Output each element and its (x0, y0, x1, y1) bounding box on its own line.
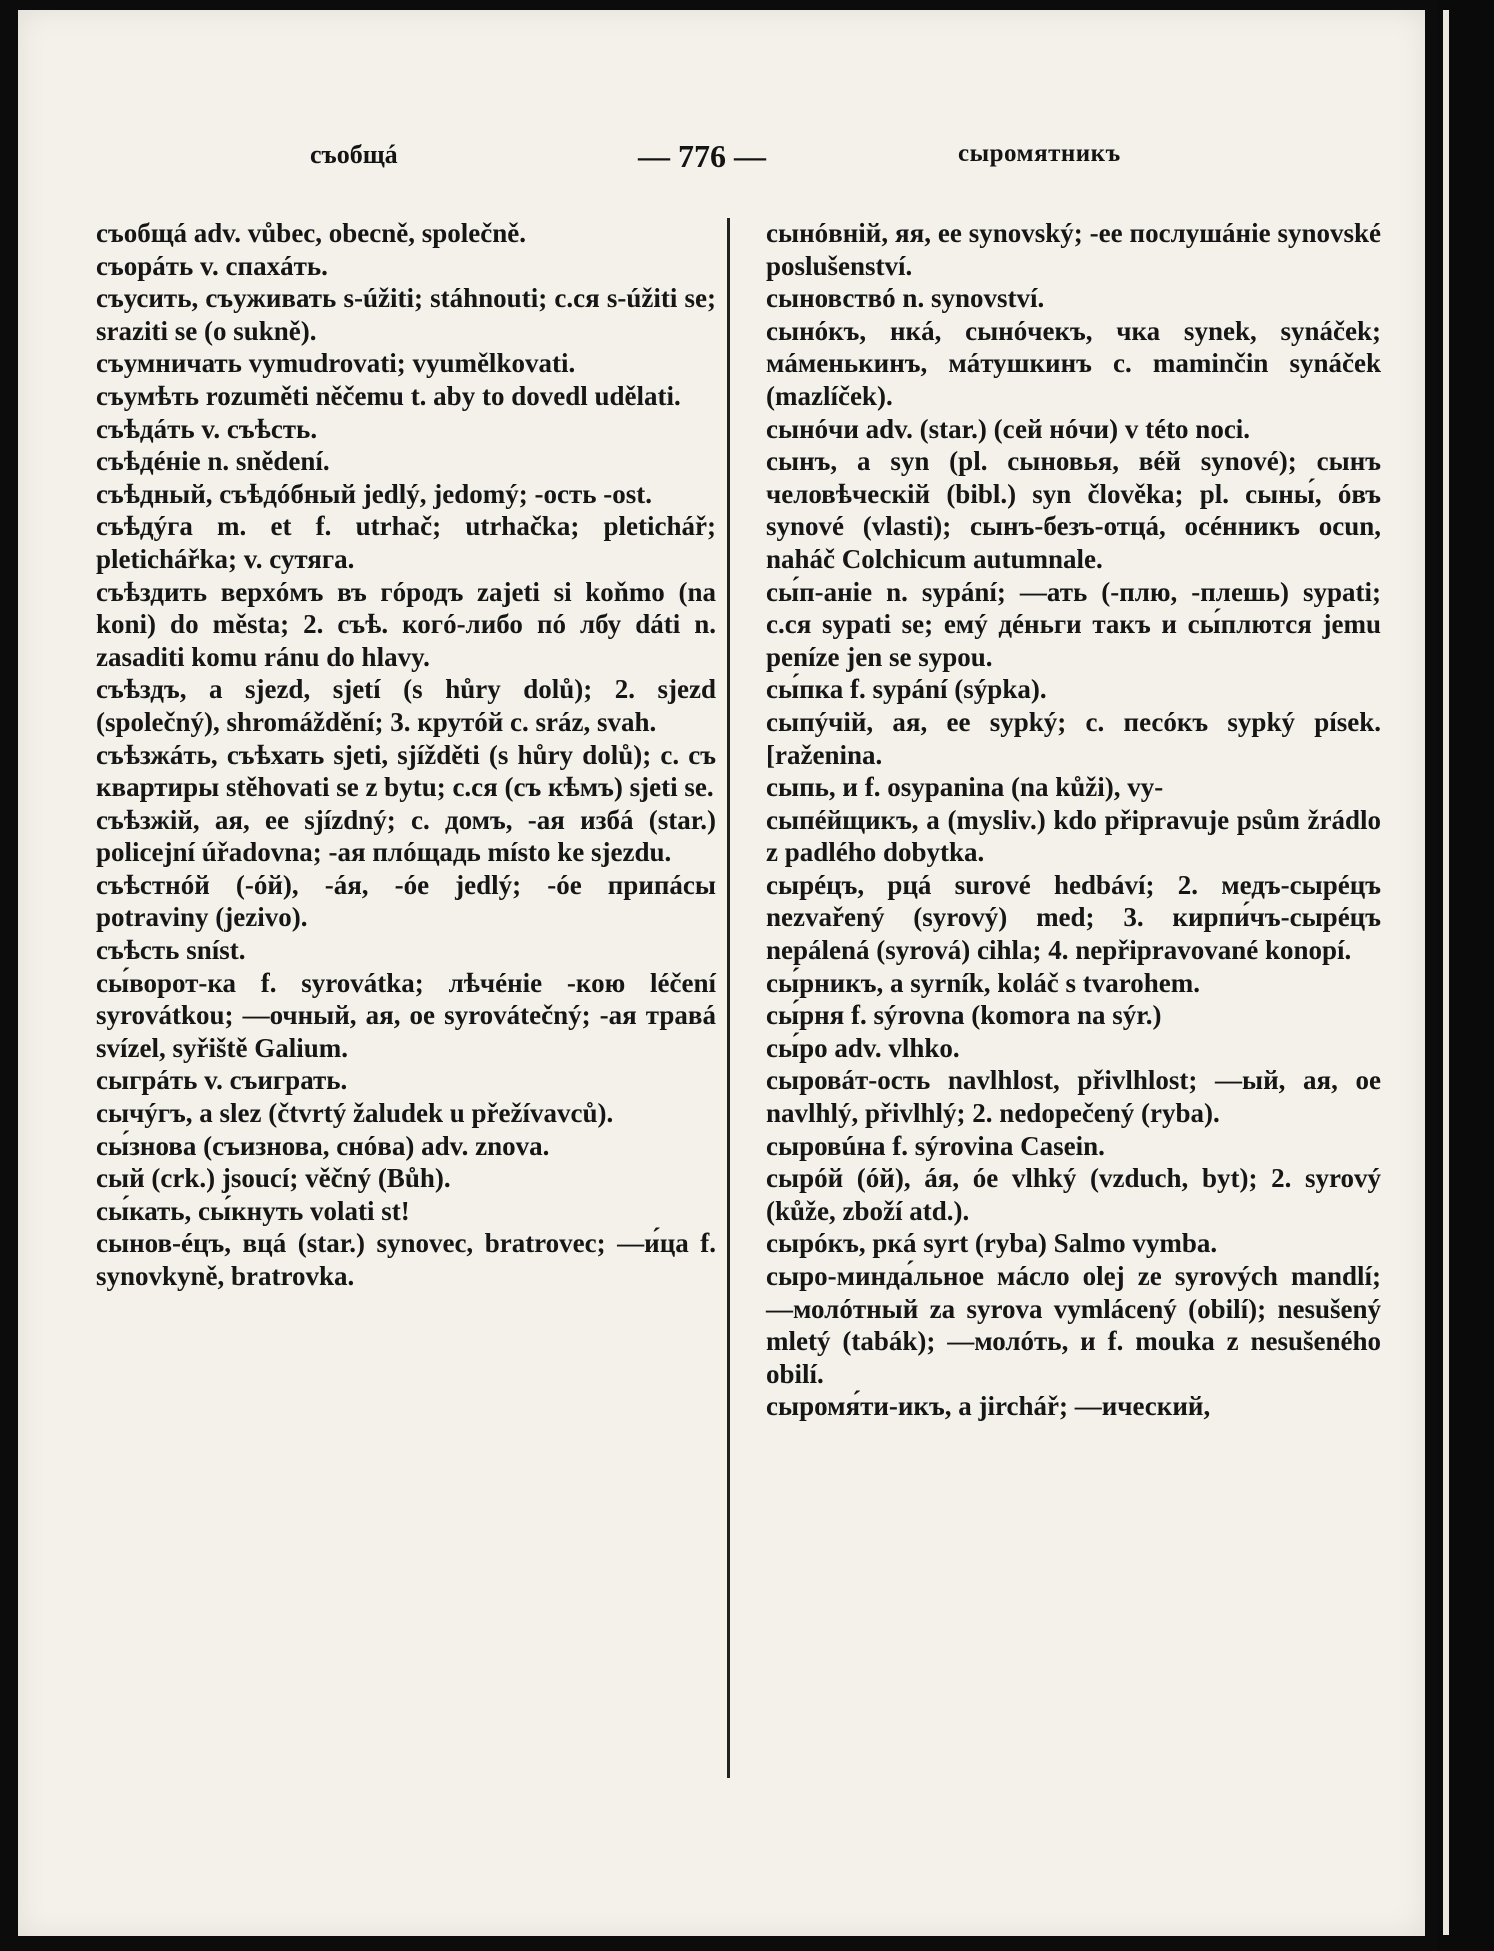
dictionary-entry: сыпь, и f. osypanina (na kůži), vy- (766, 772, 1164, 803)
dictionary-entry: сыгрáть v. съиграть. (96, 1065, 348, 1096)
dictionary-entry: сы́пка f. sypání (sýpka). (766, 674, 1047, 705)
next-page-edge (1443, 10, 1449, 1935)
dictionary-entry: сырéцъ, рцá surové hedbáví; 2. медъ-сырéцъ nezvařený (syrový) med; 3. кирпи́чъ-сырéцъ nepálená (syrová) cihla; 4. nepřipravované konopí. (766, 869, 1381, 966)
dictionary-entry: съѣдéніе n. snědení. (96, 446, 330, 477)
dictionary-entry: съѣдный, съѣдóбный jedlý, jedomý; -ость -ost. (96, 478, 653, 509)
dictionary-entry: съѣсть sníst. (96, 935, 246, 966)
dictionary-entry: съобщá adv. vůbec, obecně, společně. (96, 218, 527, 248)
dictionary-entry: съѣстнóй (-óй), -áя, -óе jedlý; -óе припáсы potraviny (jezivo). (96, 869, 716, 933)
dictionary-entry: сы́ворот-ка f. syrovátka; лѣчéніе -кою léčení syrovátkou; —очный, ая, ое syrovátečný; -ая травá svízel, syřiště Galium. (96, 967, 716, 1063)
dictionary-entry: съѣдáть v. съѣсть. (96, 413, 318, 444)
dictionary-entry: сыновствó n. synovství. (766, 283, 1045, 314)
page-number: — 776 — (638, 138, 766, 174)
right-column (766, 217, 1381, 1423)
dictionary-entry: сынóчи adv. (star.) (сей нóчи) v této noci. (766, 413, 1251, 444)
dictionary-entry: сыровáт-ость navlhlost, přivlhlost; —ый, ая, ое navlhlý, přivlhlý; 2. nedopečený (ryba). (766, 1065, 1381, 1129)
dictionary-entry: сы́рня f. sýrovna (komora na sýr.) (766, 1000, 1162, 1031)
dictionary-entry: сынóкъ, нкá, сынóчекъ, чка synek, synáček; мáменькинъ, мáтушкинъ с. maminčin synáček (mazlíček). (766, 315, 1381, 411)
dictionary-entry: сынъ, a syn (pl. сыновья, вéй synové); сынъ человѣческій (bibl.) syn člověka; pl. сыны́, óвъ synové (vlasti); сынъ-безъ-отцá, осéнникъ ocun, naháč Colchicum autumnale. (766, 446, 1381, 574)
dictionary-entry: съѣздъ, a sjezd, sjetí (s hůry dolů); 2. sjezd (společný), shromáždění; 3. крутóй с. sráz, svah. (96, 674, 716, 737)
column-divider (727, 218, 730, 1778)
dictionary-entry: съорáть v. спахáть. (96, 250, 328, 281)
dictionary-entry: съѣзжáть, съѣхать sjeti, sjížděti (s hůry dolů); с. съ квартиры stěhovati se z bytu; с.ся (съ кѣмъ) sjeti se. (96, 739, 716, 803)
dictionary-entry: сынов-éцъ, вцá (star.) synovec, bratrovec; —и́ца f. synovkyně, bratrovka. (96, 1228, 716, 1291)
dictionary-entry: сычýгъ, a slez (čtvrtý žaludek u přežívavců). (96, 1098, 614, 1129)
running-head (18, 138, 1425, 178)
dictionary-entry: сынóвній, яя, ее synovský; -ее послушáніе synovské poslušenství. (766, 218, 1381, 281)
left-column (96, 217, 716, 1293)
dictionary-entry: сыро-минда́льное мáсло olej ze syrových mandlí; —молóтный za syrova vymlácený (obilí); nesušený mletý (tabák); —молóть, и f. mouka z nesušeného obilí. (766, 1261, 1381, 1389)
running-head-left: съобщá (310, 140, 398, 169)
dictionary-entry: сы́рникъ, a syrník, koláč s tvarohem. (766, 967, 1201, 998)
dictionary-entry: сы́п-аніе n. sypání; —ать (-плю, -плешь) sypati; с.ся sypati se; емý дéньги такъ и сы́плются jemu peníze jen se sypou. (766, 576, 1381, 672)
dictionary-entry: сы́ро adv. vlhko. (766, 1032, 960, 1063)
dictionary-entry: сы́знова (съизнова, снóва) adv. znova. (96, 1130, 550, 1161)
running-head-right: сыромятникъ (958, 140, 1121, 167)
dictionary-entry: сыромя́ти-икъ, a jirchář; —ический, (766, 1391, 1211, 1422)
dictionary-entry: сырóкъ, ркá syrt (ryba) Salmo vymba. (766, 1228, 1218, 1259)
dictionary-entry: сыпéйщикъ, a (mysliv.) kdo připravuje psům žrádlo z padlého dobytka. (766, 804, 1381, 868)
dictionary-entry: сыпýчій, ая, ее sypký; с. песóкъ sypký písek. [raženina. (766, 706, 1381, 770)
dictionary-entry: съумѣть rozuměti něčemu t. aby to dovedl udělati. (96, 380, 681, 411)
dictionary-entry: съѣзжій, ая, ее sjízdný; с. домъ, -ая избá (star.) policejní úřadovna; -ая плóщадь místo ke sjezdu. (96, 804, 716, 868)
dictionary-entry: сырóй (óй), áя, óе vlhký (vzduch, byt); 2. syrový (kůže, zboží atd.). (766, 1163, 1381, 1226)
dictionary-entry: съумничать vymudrovati; vyumělkovati. (96, 348, 576, 379)
dictionary-entry: сы́кать, сы́кнуть volati st! (96, 1195, 410, 1226)
dictionary-entry: съусить, съуживать s-úžiti; stáhnouti; с.ся s-úžiti se; sraziti se (o sukně). (96, 283, 716, 346)
dictionary-entry: съѣздить верхóмъ въ гóродъ zajeti si koňmo (na koni) do města; 2. съѣ. когó-либо пó лбу dáti n. zasaditi komu ránu do hlavy. (96, 576, 716, 672)
dictionary-entry: съѣдýга m. et f. utrhač; utrhačka; pletichář; pletichářka; v. сутяга. (96, 511, 716, 574)
dictionary-entry: сый (crk.) jsoucí; věčný (Bůh). (96, 1163, 451, 1194)
dictionary-entry: сыровúна f. sýrovina Casein. (766, 1130, 1105, 1161)
dictionary-page (18, 10, 1425, 1936)
